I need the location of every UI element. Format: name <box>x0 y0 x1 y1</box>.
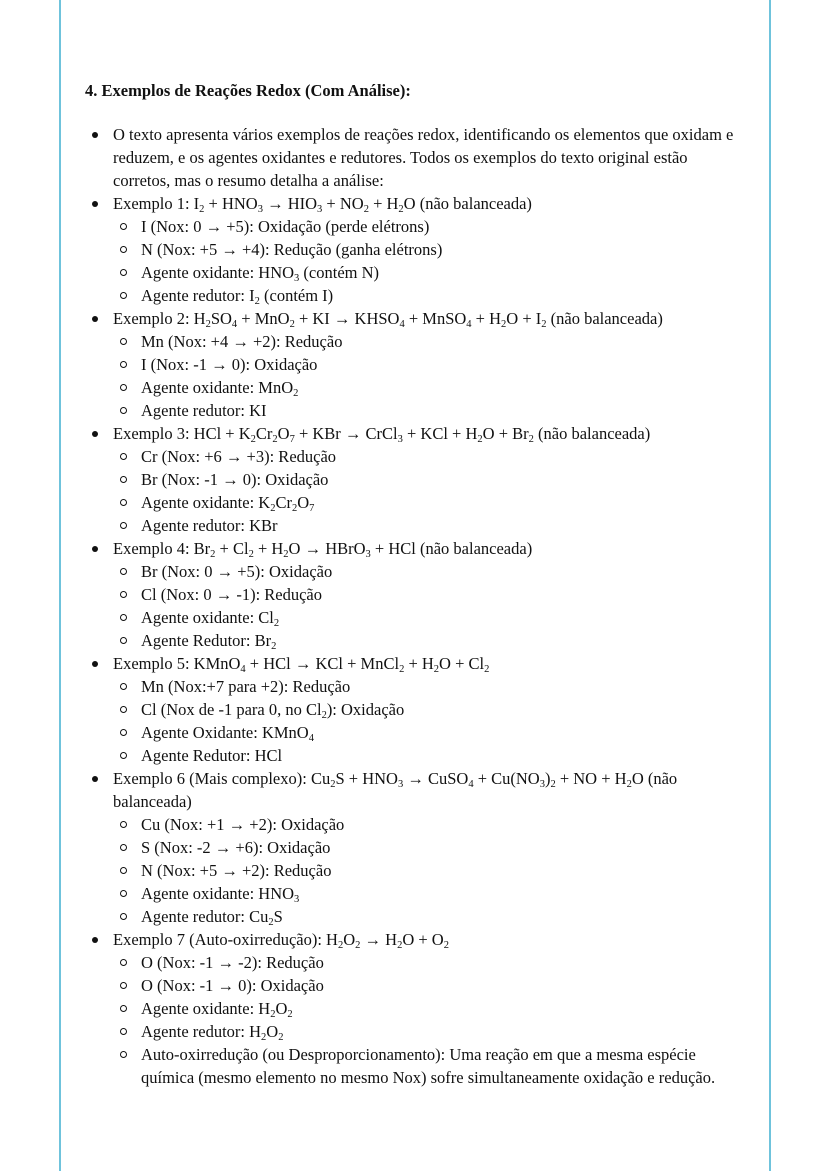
sub-list-item: Cr (Nox: +6 → +3): Redução <box>113 445 745 468</box>
sub-list-item: Br (Nox: -1 → 0): Oxidação <box>113 468 745 491</box>
document-content <box>85 79 745 1089</box>
sub-list-item: I (Nox: -1 → 0): Oxidação <box>113 353 745 376</box>
list-item <box>85 928 745 1089</box>
sub-list-item: Agente oxidante: $HNO_3$ <box>113 882 745 905</box>
list-item-text: Exemplo 2: $H_2SO_4 + MnO_2$ + KI → $KHSO_4$ + MnSO$_4$ + $H_2O + I_2$ (não balanceada) <box>113 309 663 330</box>
sub-list-item: Auto-oxirredução (ou Desproporcionamento): Uma reação em que a mesma espécie química (mesmo elemento no mesmo Nox) sofre simultaneamente oxidação e redução. <box>113 1043 745 1089</box>
sub-list <box>113 330 745 422</box>
sub-list-item: Agente Oxidante: KMnO$_4$ <box>113 721 745 744</box>
list-item-text: Exemplo 7 (Auto-oxirredução): $H_2O_2 \to H_2O + O_2$ <box>113 930 449 951</box>
sub-list-item: Agente redutor: $Cu_2S$ <box>113 905 745 928</box>
section-heading: 4. Exemplos de Reações Redox (Com Análise): <box>85 81 411 100</box>
sub-list-item: Br (Nox: 0 → +5): Oxidação <box>113 560 745 583</box>
list-item <box>85 422 745 537</box>
sub-list <box>113 951 745 1089</box>
list-item <box>85 307 745 422</box>
sub-list <box>113 445 745 537</box>
sub-list-item: Mn (Nox:+7 para +2): Redução <box>113 675 745 698</box>
sub-list-item: Agente redutor: KI <box>113 399 745 422</box>
list-item-text: Exemplo 1: $I_2 + HNO_3 \to HIO_3 + NO_2 + H_2O$ (não balanceada) <box>113 194 532 215</box>
sub-list-item: Cl (Nox: 0 → -1): Redução <box>113 583 745 606</box>
sub-list-item: Agente oxidante: $K_2Cr_2O_7$ <box>113 491 745 514</box>
sub-list-item: N (Nox: +5 → +4): Redução (ganha elétrons) <box>113 238 745 261</box>
list-item <box>85 123 745 192</box>
sub-list-item: Agente Redutor: HCl <box>113 744 745 767</box>
sub-list-item: Agente oxidante: $H_2O_2$ <box>113 997 745 1020</box>
sub-list <box>113 215 745 307</box>
list-item-text: Exemplo 4: $Br_2 + Cl_2 + H_2O$ → HBrO$_3$ + HCl (não balanceada) <box>113 539 533 560</box>
sub-list-item: Agente oxidante: $HNO_3$ (contém N) <box>113 261 745 284</box>
list-item <box>85 767 745 928</box>
sub-list-item: Agente redutor: $I_2$ (contém I) <box>113 284 745 307</box>
list-item-text: Exemplo 6 (Mais complexo): $Cu_2S + HNO_3$ → CuSO$_4$ + $Cu(NO_3)_2$ + NO + $H_2O$ (não balanceada) <box>113 769 678 811</box>
sub-list-item: Agente redutor: $H_2O_2$ <box>113 1020 745 1043</box>
document-page <box>59 0 771 1171</box>
sub-list-item: O (Nox: -1 → 0): Oxidação <box>113 974 745 997</box>
sub-list <box>113 675 745 767</box>
sub-list-item: Agente Redutor: $Br_2$ <box>113 629 745 652</box>
list-item <box>85 537 745 652</box>
sub-list <box>113 813 745 928</box>
list-item-text: Exemplo 5: KMnO$_4$ + HCl → KCl + MnCl$_2$ + $H_2O + Cl_2$ <box>113 654 490 675</box>
sub-list-item: Cl (Nox de -1 para 0, no $Cl_2$): Oxidação <box>113 698 745 721</box>
sub-list-item: N (Nox: +5 → +2): Redução <box>113 859 745 882</box>
sub-list <box>113 560 745 652</box>
sub-list-item: Agente oxidante: $Cl_2$ <box>113 606 745 629</box>
list-item <box>85 192 745 307</box>
sub-list-item: S (Nox: -2 → +6): Oxidação <box>113 836 745 859</box>
examples-list <box>85 123 745 1089</box>
sub-list-item: I (Nox: 0 → +5): Oxidação (perde elétrons) <box>113 215 745 238</box>
list-item-text: Exemplo 3: HCl + $K_2Cr_2O_7$ + KBr → CrCl$_3$ + KCl + $H_2O + Br_2$ (não balanceada) <box>113 424 651 445</box>
sub-list-item: Cu (Nox: +1 → +2): Oxidação <box>113 813 745 836</box>
sub-list-item: Agente redutor: KBr <box>113 514 745 537</box>
sub-list-item: Agente oxidante: MnO$_2$ <box>113 376 745 399</box>
sub-list-item: Mn (Nox: +4 → +2): Redução <box>113 330 745 353</box>
list-item <box>85 652 745 767</box>
sub-list-item: O (Nox: -1 → -2): Redução <box>113 951 745 974</box>
list-item-text: O texto apresenta vários exemplos de reações redox, identificando os elementos que oxidam e reduzem, e os agentes oxidantes e redutores. Todos os exemplos do texto original estão corretos, mas o resumo detalha a análise: <box>113 125 734 190</box>
